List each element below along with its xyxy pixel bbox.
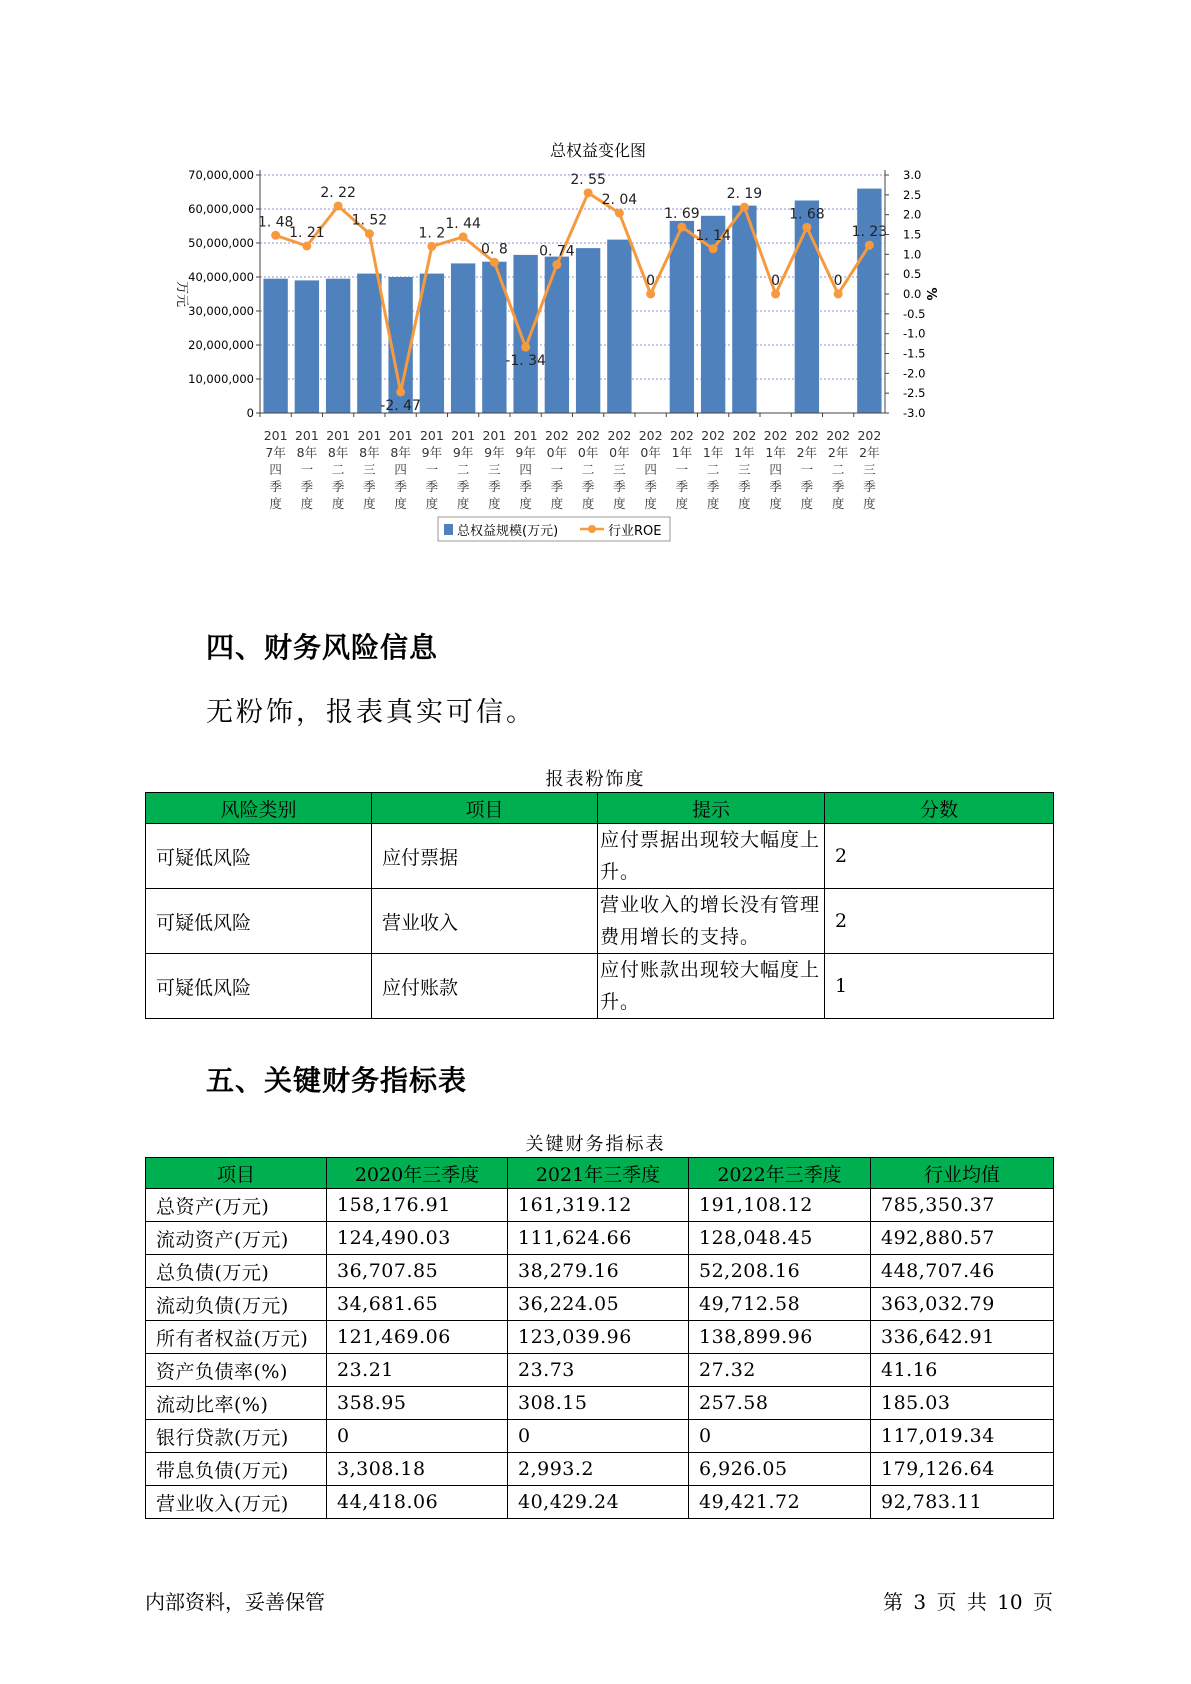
cell-value: 308.15 [508,1387,689,1420]
x-tick-label: 度 [863,496,876,511]
cell-value: 0 [508,1420,689,1453]
cell-value: 358.95 [327,1387,508,1420]
x-tick-label: 度 [831,496,845,511]
x-tick-label: 度 [706,496,720,511]
x-tick-label: 季 [769,479,782,494]
equity-bar [795,201,819,414]
cell-value: 2,993.2 [508,1453,689,1486]
right-tick-label: 2.0 [903,207,922,222]
row-label: 流动负债(万元) [146,1288,327,1321]
cell-value: 38,279.16 [508,1255,689,1288]
row-label: 银行贷款(万元) [146,1420,327,1453]
x-tick-label: 度 [300,496,314,511]
right-tick-label: 1.0 [903,247,922,262]
right-tick-label: -1.0 [903,326,926,341]
cell-value: 0 [689,1420,871,1453]
x-tick-label: 四 [644,462,657,477]
x-tick-label: 201 [263,428,288,443]
cell-value: 123,039.96 [508,1321,689,1354]
left-tick-label: 10,000,000 [188,372,254,386]
right-tick-label: -0.5 [903,306,926,321]
roe-value-label: 1. 52 [351,212,388,229]
x-tick-label: 四 [519,462,532,477]
cell-value: 492,880.57 [871,1222,1054,1255]
x-tick-label: 202 [701,428,726,443]
chart-title: 总权益变化图 [549,141,647,160]
equity-bar [732,206,756,413]
cell-value: 117,019.34 [871,1420,1054,1453]
x-tick-label: 度 [738,496,751,511]
x-tick-label: 一 [300,462,314,477]
section5-heading: 五、关键财务指标表 [206,1064,468,1097]
x-tick-label: 201 [482,428,507,443]
cell-hint: 营业收入的增长没有管理费用增长的支持。 [598,889,825,954]
roe-value-label: 1. 21 [289,225,325,242]
x-tick-label: 季 [488,479,501,494]
x-tick-label: 季 [800,479,814,494]
x-tick-label: 202 [826,428,851,443]
cell-value: 36,224.05 [508,1288,689,1321]
table-row [146,954,1054,1019]
x-tick-label: 8年 [359,445,380,460]
roe-point [865,241,874,250]
x-tick-label: 9年 [484,445,505,460]
equity-bar [263,279,287,413]
col-header: 2020年三季度 [327,1158,508,1189]
footer-note: 内部资料，妥善保管 [145,1590,325,1614]
table-row [146,1387,1054,1420]
x-tick-label: 0年 [640,445,661,460]
row-label: 营业收入(万元) [146,1486,327,1519]
right-tick-label: 0.0 [903,287,922,301]
table-row [146,1420,1054,1453]
x-tick-label: 202 [857,428,882,443]
equity-bar [576,248,600,413]
roe-point [396,387,405,396]
legend-bar-swatch [444,524,453,535]
x-tick-label: 季 [706,479,720,494]
x-tick-label: 一 [675,462,689,477]
row-label: 总资产(万元) [146,1189,327,1222]
roe-value-label: 2. 55 [570,171,606,188]
x-tick-label: 季 [738,479,751,494]
x-tick-label: 季 [331,479,345,494]
roe-point [271,231,280,240]
x-tick-label: 季 [300,479,314,494]
legend-bar-label: 总权益规模(万元) [457,524,559,539]
left-tick-label: 30,000,000 [188,304,254,318]
col-header: 提示 [598,793,825,824]
x-tick-label: 一 [550,462,564,477]
x-tick-label: 季 [581,479,595,494]
table-row [146,1321,1054,1354]
x-tick-label: 202 [763,428,788,443]
cell-value: 0 [327,1420,508,1453]
x-tick-label: 一 [800,462,814,477]
cell-value: 41.16 [871,1354,1054,1387]
roe-point [490,258,499,267]
equity-bar [545,257,569,413]
roe-point [771,290,780,299]
x-tick-label: 季 [613,479,626,494]
equity-chart [174,130,1020,590]
chart-legend [438,517,670,541]
roe-value-label: 1. 44 [445,215,481,232]
row-label: 流动资产(万元) [146,1222,327,1255]
left-tick-label: 70,000,000 [188,168,254,182]
x-tick-label: 三 [738,462,751,477]
section4-heading: 四、财务风险信息 [206,631,439,664]
x-tick-label: 季 [550,479,564,494]
row-label: 总负债(万元) [146,1255,327,1288]
roe-point [427,242,436,251]
cell-value: 158,176.91 [327,1189,508,1222]
equity-bar [857,189,881,413]
cell-value: 138,899.96 [689,1321,871,1354]
right-tick-label: 3.0 [903,168,922,182]
x-tick-label: 2年 [827,445,849,460]
x-tick-label: 201 [513,428,538,443]
cell-value: 363,032.79 [871,1288,1054,1321]
roe-point [302,242,311,251]
cell-score: 2 [825,889,1054,954]
x-tick-label: 一 [425,462,439,477]
roe-value-label: 0 [771,273,781,289]
roe-value-label: 1. 69 [664,205,700,222]
x-tick-label: 度 [488,496,501,511]
col-header: 2022年三季度 [689,1158,871,1189]
x-tick-label: 2年 [859,445,880,460]
x-tick-label: 201 [388,428,413,443]
right-tick-label: -3.0 [903,406,926,420]
cell-value: 23.21 [327,1354,508,1387]
x-tick-label: 季 [456,479,470,494]
section4-text: 无粉饰，报表真实可信。 [206,697,536,728]
x-tick-label: 四 [269,462,282,477]
x-tick-label: 0年 [546,445,568,460]
x-tick-label: 四 [769,462,782,477]
x-tick-label: 1年 [702,445,724,460]
risk-table-title: 报表粉饰度 [545,769,646,790]
roe-value-label: 2. 04 [601,192,638,209]
right-tick-label: 1.5 [903,227,922,242]
cell-hint: 应付账款出现较大幅度上升。 [598,954,825,1019]
cell-value: 124,490.03 [327,1222,508,1255]
x-tick-label: 四 [394,462,407,477]
x-tick-label: 9年 [452,445,474,460]
x-tick-label: 季 [519,479,532,494]
legend-line-label: 行业ROE [608,524,662,539]
roe-value-label: 1. 23 [851,224,888,241]
roe-value-label: 1. 48 [257,214,294,231]
kpi-table [145,1157,1054,1519]
roe-point [646,290,655,299]
roe-point [552,260,561,269]
x-tick-label: 度 [644,496,657,511]
equity-bar [513,255,537,413]
cell-hint: 应付票据出现较大幅度上升。 [598,824,825,889]
cell-value: 448,707.46 [871,1255,1054,1288]
x-tick-label: 度 [456,496,470,511]
right-tick-label: -2.0 [903,366,926,381]
roe-value-label: 1. 14 [695,227,731,244]
roe-point [584,188,593,197]
cell-value: 128,048.45 [689,1222,871,1255]
cell-score: 2 [825,824,1054,889]
col-header: 2021年三季度 [508,1158,689,1189]
x-tick-label: 季 [363,479,376,494]
table-row [146,824,1054,889]
x-tick-label: 0年 [609,445,630,460]
cell-score: 1 [825,954,1054,1019]
cell-value: 179,126.64 [871,1453,1054,1486]
equity-bar [357,274,381,413]
col-header: 项目 [146,1158,327,1189]
roe-point [365,229,374,238]
cell-value: 191,108.12 [689,1189,871,1222]
col-header: 项目 [372,793,598,824]
x-tick-label: 201 [451,428,476,443]
cell-value: 785,350.37 [871,1189,1054,1222]
x-tick-label: 202 [794,428,819,443]
cell-value: 36,707.85 [327,1255,508,1288]
x-tick-label: 8年 [390,445,411,460]
x-tick-label: 季 [831,479,845,494]
roe-value-label: 0. 74 [539,243,575,260]
equity-bar [295,280,319,413]
x-tick-label: 度 [581,496,595,511]
cell-value: 3,308.18 [327,1453,508,1486]
cell-item: 营业收入 [372,889,598,954]
x-tick-label: 度 [519,496,532,511]
table-row [146,1288,1054,1321]
equity-bar [326,279,350,413]
x-tick-label: 三 [613,462,626,477]
x-tick-label: 季 [863,479,876,494]
equity-bar [451,263,475,413]
cell-value: 111,624.66 [508,1222,689,1255]
x-tick-label: 季 [644,479,657,494]
roe-value-label: -1. 34 [505,353,546,370]
row-label: 带息负债(万元) [146,1453,327,1486]
x-tick-label: 季 [394,479,407,494]
x-tick-label: 二 [331,462,345,477]
col-header: 风险类别 [146,793,372,824]
cell-value: 185.03 [871,1387,1054,1420]
right-tick-label: 0.5 [903,267,922,282]
left-tick-label: 50,000,000 [188,236,254,250]
x-tick-label: 二 [456,462,470,477]
x-tick-label: 202 [732,428,757,443]
cell-value: 6,926.05 [689,1453,871,1486]
page-number: 第 3 页 共 10 页 [883,1590,1053,1614]
row-label: 流动比率(%) [146,1387,327,1420]
cell-category: 可疑低风险 [146,824,372,889]
x-tick-label: 三 [863,462,876,477]
x-tick-label: 2年 [796,445,818,460]
table-row [146,1255,1054,1288]
x-tick-label: 度 [394,496,407,511]
x-tick-label: 7年 [265,445,286,460]
table-row [146,1222,1054,1255]
roe-point [334,201,343,210]
left-tick-label: 40,000,000 [188,270,254,284]
cell-value: 27.32 [689,1354,871,1387]
x-tick-label: 201 [326,428,351,443]
table-row [146,1486,1054,1519]
right-axis-label: % [923,287,938,301]
x-tick-label: 度 [331,496,345,511]
x-tick-label: 三 [488,462,501,477]
cell-value: 257.58 [689,1387,871,1420]
roe-value-label: 0 [833,273,843,289]
cell-category: 可疑低风险 [146,889,372,954]
x-tick-label: 二 [581,462,595,477]
x-tick-label: 0年 [577,445,599,460]
x-tick-label: 202 [669,428,694,443]
table-row [146,1453,1054,1486]
cell-value: 336,642.91 [871,1321,1054,1354]
roe-value-label: 1. 2 [418,225,446,242]
col-header: 分数 [825,793,1054,824]
roe-point [802,223,811,232]
right-tick-label: -1.5 [903,346,926,361]
row-label: 资产负债率(%) [146,1354,327,1387]
x-tick-label: 1年 [734,445,755,460]
cell-category: 可疑低风险 [146,954,372,1019]
x-tick-label: 202 [576,428,601,443]
x-tick-label: 三 [363,462,376,477]
x-tick-label: 8年 [296,445,318,460]
cell-value: 44,418.06 [327,1486,508,1519]
risk-table [145,792,1054,1019]
x-tick-label: 度 [675,496,689,511]
right-tick-label: 2.5 [903,187,922,202]
kpi-table-title: 关键财务指标表 [525,1134,666,1155]
roe-point [709,244,718,253]
roe-value-label: 0. 8 [481,241,508,258]
roe-point [834,290,843,299]
roe-point [677,222,686,231]
table-row [146,889,1054,954]
roe-value-label: 0 [646,273,656,289]
cell-value: 92,783.11 [871,1486,1054,1519]
x-tick-label: 度 [769,496,782,511]
equity-bar [670,221,694,413]
equity-bar [607,240,631,413]
cell-value: 161,319.12 [508,1189,689,1222]
cell-item: 应付票据 [372,824,598,889]
left-tick-label: 20,000,000 [188,338,254,352]
cell-item: 应付账款 [372,954,598,1019]
roe-point [459,232,468,241]
x-tick-label: 8年 [327,445,349,460]
x-tick-label: 度 [269,496,282,511]
roe-point [740,203,749,212]
cell-value: 121,469.06 [327,1321,508,1354]
x-tick-label: 202 [544,428,569,443]
x-tick-label: 度 [550,496,564,511]
col-header: 行业均值 [871,1158,1054,1189]
x-tick-label: 201 [294,428,319,443]
x-tick-label: 度 [363,496,376,511]
equity-bar [420,274,444,413]
x-tick-label: 季 [269,479,282,494]
x-tick-label: 度 [613,496,626,511]
x-tick-label: 9年 [515,445,536,460]
x-tick-label: 季 [425,479,439,494]
x-tick-label: 季 [675,479,689,494]
x-tick-label: 9年 [421,445,443,460]
row-label: 所有者权益(万元) [146,1321,327,1354]
x-tick-label: 二 [831,462,845,477]
cell-value: 34,681.65 [327,1288,508,1321]
roe-value-label: 2. 22 [320,184,356,201]
roe-value-label: -2. 47 [380,397,421,414]
x-tick-label: 201 [419,428,444,443]
roe-point [615,209,624,218]
table-row [146,1354,1054,1387]
table-row [146,1189,1054,1222]
x-tick-label: 二 [706,462,720,477]
cell-value: 40,429.24 [508,1486,689,1519]
left-axis-label: 万元 [174,280,189,308]
cell-value: 52,208.16 [689,1255,871,1288]
cell-value: 23.73 [508,1354,689,1387]
x-tick-label: 202 [607,428,632,443]
x-tick-label: 1年 [671,445,693,460]
right-tick-label: -2.5 [903,386,926,401]
x-tick-label: 1年 [765,445,786,460]
roe-value-label: 1. 68 [789,206,825,223]
roe-point [521,343,530,352]
roe-value-label: 2. 19 [726,186,763,203]
left-tick-label: 0 [246,406,254,420]
x-tick-label: 202 [638,428,663,443]
x-tick-label: 201 [357,428,382,443]
left-tick-label: 60,000,000 [188,202,254,216]
x-tick-label: 度 [800,496,814,511]
cell-value: 49,421.72 [689,1486,871,1519]
cell-value: 49,712.58 [689,1288,871,1321]
legend-line-swatch [588,525,596,533]
x-tick-label: 度 [425,496,439,511]
